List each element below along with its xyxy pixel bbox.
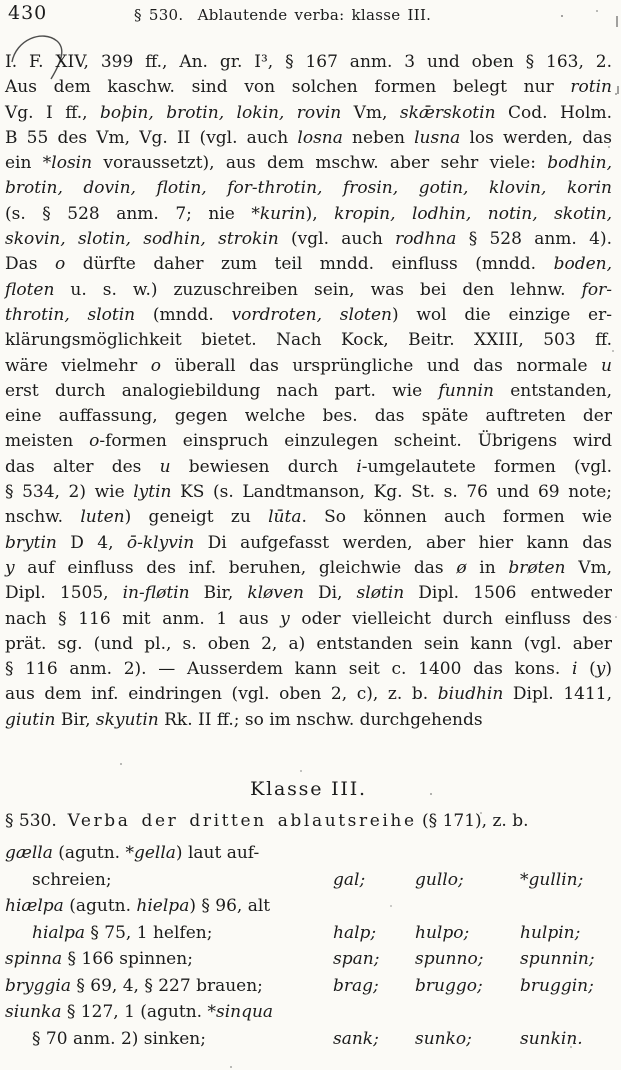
paragraph-line — [5, 278, 612, 303]
paragraph-line — [5, 429, 612, 454]
text-run: dürfte daher zum teil mndd. einfluss (mndd. — [65, 254, 554, 275]
italic-term: o — [89, 431, 100, 452]
paragraph-line — [5, 176, 612, 201]
text-run: D 4, — [56, 532, 127, 553]
italic-term: floten — [5, 279, 55, 300]
paragraph-line — [5, 531, 612, 556]
text-run: (agutn. — [52, 843, 126, 863]
paragraph-line — [5, 252, 612, 277]
principal-part: hulpo; — [415, 922, 470, 943]
paragraph-line — [5, 328, 612, 353]
italic-term: *gella — [125, 843, 176, 863]
italic-term: giutin — [5, 709, 56, 730]
paragraph-line — [5, 303, 612, 328]
italic-term: y — [280, 608, 290, 629]
table-row — [5, 973, 617, 1000]
text-run: Rk. II ff.; so im nschw. durchgehends — [158, 709, 483, 730]
text-run: ) — [605, 659, 612, 680]
italic-term: luten — [80, 507, 125, 528]
italic-term: i — [571, 659, 578, 680]
text-run: I. F. XIV, 399 ff., An. gr. I³, § 167 anm. 3 und oben § 163, 2. — [5, 52, 612, 72]
italic-term: for- — [581, 279, 612, 300]
verb-description — [5, 893, 333, 920]
text-run: Das — [5, 254, 55, 275]
text-run: Bir, — [189, 583, 248, 604]
italic-term: y — [5, 557, 15, 578]
italic-term: ō-klyvin — [126, 532, 195, 553]
text-run: ( — [577, 659, 596, 680]
italic-term: *kurin — [251, 203, 306, 224]
italic-term: siunka — [5, 1002, 62, 1022]
table-row — [5, 1026, 617, 1053]
text-run: § 116 anm. 2). — Ausserdem kann seit c. 1400 das kons. — [5, 659, 572, 680]
italic-term: spinna — [5, 949, 63, 969]
text-run: nach § 116 mit anm. 1 aus — [5, 608, 281, 629]
principal-part: spunnin; — [520, 949, 595, 969]
text-run: § 70 anm. 2) sinken; — [32, 1028, 206, 1049]
principal-part: sunkin. — [520, 1028, 583, 1049]
italic-term: u — [601, 355, 612, 376]
italic-term: kløven — [247, 583, 304, 604]
text-run: schreien; — [32, 869, 112, 890]
italic-term: i — [356, 456, 362, 477]
table-row — [5, 920, 617, 947]
text-run: neben — [342, 127, 415, 148]
section-intro-line — [5, 811, 612, 831]
text-run: (mndd. — [135, 304, 232, 325]
text-run: -umgelautete formen (vgl. — [361, 456, 612, 477]
text-run: Verba der dritten ablautsreihe — [67, 811, 417, 831]
principal-part: gullo; — [415, 869, 464, 890]
verb-description — [5, 973, 333, 1000]
running-title: § 530. Ablautende verba: klasse III. — [134, 6, 432, 24]
principal-part: halp; — [333, 922, 377, 943]
text-run: Cod. Holm. — [495, 102, 613, 123]
text-run: Aus dem kaschw. sind von solchen formen belegt nur — [5, 77, 571, 98]
paragraph-line — [5, 556, 612, 581]
italic-term: skovin, slotin, sodhin, strokin — [5, 229, 279, 250]
italic-term: brytin — [5, 532, 57, 553]
text-run: voraussetzt), aus dem mschw. aber sehr viele: — [92, 153, 548, 174]
italic-term: *losin — [42, 153, 93, 174]
text-run: Di, — [303, 583, 357, 604]
italic-term: brøten — [508, 557, 566, 578]
paragraph-line — [5, 455, 612, 480]
section-heading: Klasse III. — [250, 778, 367, 800]
text-run: § 127, 1 (agutn. — [61, 1002, 208, 1022]
principal-part: gal; — [333, 869, 366, 890]
paragraph-line — [5, 581, 612, 606]
text-run: Dipl. 1411, — [503, 684, 612, 705]
page-number: 430 — [8, 2, 48, 24]
text-run: meisten — [5, 431, 90, 452]
italic-term: throtin, slotin — [5, 304, 136, 325]
page-header — [6, 2, 611, 32]
italic-term: funnin — [438, 380, 494, 401]
principal-part: spunno; — [415, 949, 484, 969]
text-run: Vm, — [341, 102, 400, 123]
text-run: bewiesen durch — [170, 456, 357, 477]
verb-description — [5, 920, 333, 947]
italic-term: u — [159, 456, 171, 477]
principal-part: hulpin; — [520, 922, 581, 943]
paragraph-line — [5, 379, 612, 404]
italic-term: kropin, lodhin, notin, skotin, — [334, 203, 612, 224]
table-row — [5, 840, 617, 867]
text-run: ) wol die einzige er- — [391, 304, 612, 325]
italic-term: losna — [297, 127, 343, 148]
text-run: das alter des — [5, 456, 160, 477]
text-run: Bir, — [55, 709, 96, 730]
text-run: (s. § 528 anm. 7; nie — [5, 203, 252, 224]
principal-part: *gullin; — [520, 869, 584, 890]
verb-description — [5, 867, 333, 894]
paragraph-line — [5, 202, 612, 227]
text-run: oder vielleicht durch einfluss des — [289, 608, 612, 629]
text-run: nschw. — [5, 507, 81, 528]
paragraph-line — [5, 227, 612, 252]
text-run: KS (s. Landtmanson, Kg. St. s. 76 und 69 note; — [171, 482, 612, 503]
italic-term: rodhna — [395, 229, 457, 250]
text-run: Vm, — [565, 557, 612, 578]
paragraph-line — [5, 50, 612, 75]
text-run: ), — [305, 203, 335, 224]
paragraph-line — [5, 354, 612, 379]
text-run: entstanden, — [493, 380, 612, 401]
principal-part: brag; — [333, 975, 379, 996]
text-run: u. s. w.) zuzuschreiben sein, was bei den lehnw. — [54, 279, 582, 300]
italic-term: hiælpa — [5, 896, 64, 916]
italic-term: bodhin, — [547, 153, 612, 174]
text-run: § 166 spinnen; — [62, 949, 193, 969]
italic-term: biudhin — [437, 684, 504, 705]
principal-part: bruggin; — [520, 975, 594, 996]
paragraph-line — [5, 505, 612, 530]
text-run: wäre vielmehr — [5, 355, 151, 376]
paragraph-line — [5, 404, 612, 429]
italic-term: o — [150, 355, 161, 376]
text-run: Di aufgefasst werden, aber hier kann das — [194, 532, 613, 553]
italic-term: rotin — [570, 77, 612, 98]
text-run: überall das ursprüngliche und das normale — [160, 355, 602, 376]
italic-term: skǣrskotin — [399, 102, 496, 123]
paragraph-line — [5, 101, 612, 126]
paragraph-line — [5, 607, 612, 632]
paragraph-line — [5, 75, 612, 100]
text-run: B 55 des Vm, Vg. II (vgl. auch — [5, 127, 298, 148]
italic-term: lytin — [133, 482, 172, 503]
text-run: in — [466, 557, 509, 578]
italic-term: brotin, dovin, flotin, for-throtin, frosin, gotin, klovin, korin — [5, 178, 612, 199]
verb-paradigm-table — [5, 840, 617, 1052]
text-run: eine auffassung, gegen welche bes. das späte auftreten der — [5, 406, 612, 427]
italic-term: boden, — [553, 254, 612, 275]
paragraph-line — [5, 657, 612, 682]
italic-term: bryggia — [5, 975, 71, 996]
paragraph-line — [5, 151, 612, 176]
italic-term: lusna — [414, 127, 461, 148]
text-run: Dipl. 1506 entweder — [404, 583, 612, 604]
text-run: Vg. I ff., — [5, 102, 100, 123]
italic-term: ø — [456, 557, 467, 578]
italic-term: boþin, brotin, lokin, rovin — [99, 102, 342, 123]
italic-term: y — [595, 659, 606, 680]
text-run: erst durch analogiebildung nach part. wie — [5, 380, 439, 401]
text-run: . So können auch formen wie — [301, 507, 613, 528]
italic-term: sløtin — [356, 583, 405, 604]
text-run: (§ 171), z. b. — [416, 811, 529, 831]
text-run: Dipl. 1505, — [5, 583, 123, 604]
table-row — [5, 999, 617, 1026]
italic-term: in-fløtin — [122, 583, 190, 604]
text-run: ) laut auf- — [175, 843, 260, 863]
scan-edge-mark — [617, 86, 619, 94]
paragraph-line — [5, 708, 612, 733]
principal-part: sunko; — [415, 1028, 472, 1049]
body-paragraph — [5, 50, 612, 733]
paragraph-line — [5, 480, 612, 505]
text-run: prät. sg. (und pl., s. oben 2, a) entstanden sein kann (vgl. aber — [5, 633, 612, 654]
text-run: (vgl. auch — [278, 229, 396, 250]
verb-description — [5, 1026, 333, 1053]
italic-term: skyutin — [95, 709, 159, 730]
principal-part: sank; — [333, 1028, 379, 1049]
italic-term: lūta — [268, 507, 302, 528]
text-run: § 75, 1 helfen; — [84, 922, 213, 943]
text-run: § 534, 2) wie — [5, 482, 134, 503]
text-run: ein — [5, 153, 43, 174]
paragraph-line — [5, 126, 612, 151]
table-row — [5, 867, 617, 894]
text-run: auf einfluss des inf. beruhen, gleichwie das — [14, 557, 457, 578]
paragraph-line — [5, 632, 612, 657]
text-run: aus dem inf. eindringen (vgl. oben 2, c), z. b. — [5, 684, 438, 705]
table-row — [5, 893, 617, 920]
text-run: (agutn. — [63, 896, 137, 916]
italic-term: hielpa — [136, 896, 190, 916]
paragraph-line — [5, 682, 612, 707]
verb-description — [5, 946, 333, 973]
principal-part: bruggo; — [415, 975, 483, 996]
text-run: -formen einspruch einzulegen scheint. Übrigens wird — [99, 431, 612, 452]
italic-term: gælla — [5, 843, 53, 863]
italic-term: *sinqua — [207, 1002, 274, 1022]
scan-edge-mark — [616, 16, 618, 27]
text-run: § 528 anm. 4). — [456, 229, 612, 250]
table-row — [5, 946, 617, 973]
italic-term: o — [54, 254, 66, 275]
principal-part: span; — [333, 949, 380, 969]
text-run: ) § 96, alt — [189, 896, 271, 916]
text-run: § 530. — [5, 811, 68, 831]
text-run: los werden, das — [460, 127, 612, 148]
verb-description — [5, 999, 333, 1026]
italic-term: hialpa — [32, 922, 85, 943]
text-run: klärungsmöglichkeit bietet. Nach Kock, Beitr. XXIII, 503 ff. — [5, 330, 612, 351]
text-run: § 69, 4, § 227 brauen; — [70, 975, 263, 996]
italic-term: vordroten, sloten — [231, 304, 392, 325]
verb-description — [5, 840, 333, 867]
text-run: ) geneigt zu — [124, 507, 269, 528]
